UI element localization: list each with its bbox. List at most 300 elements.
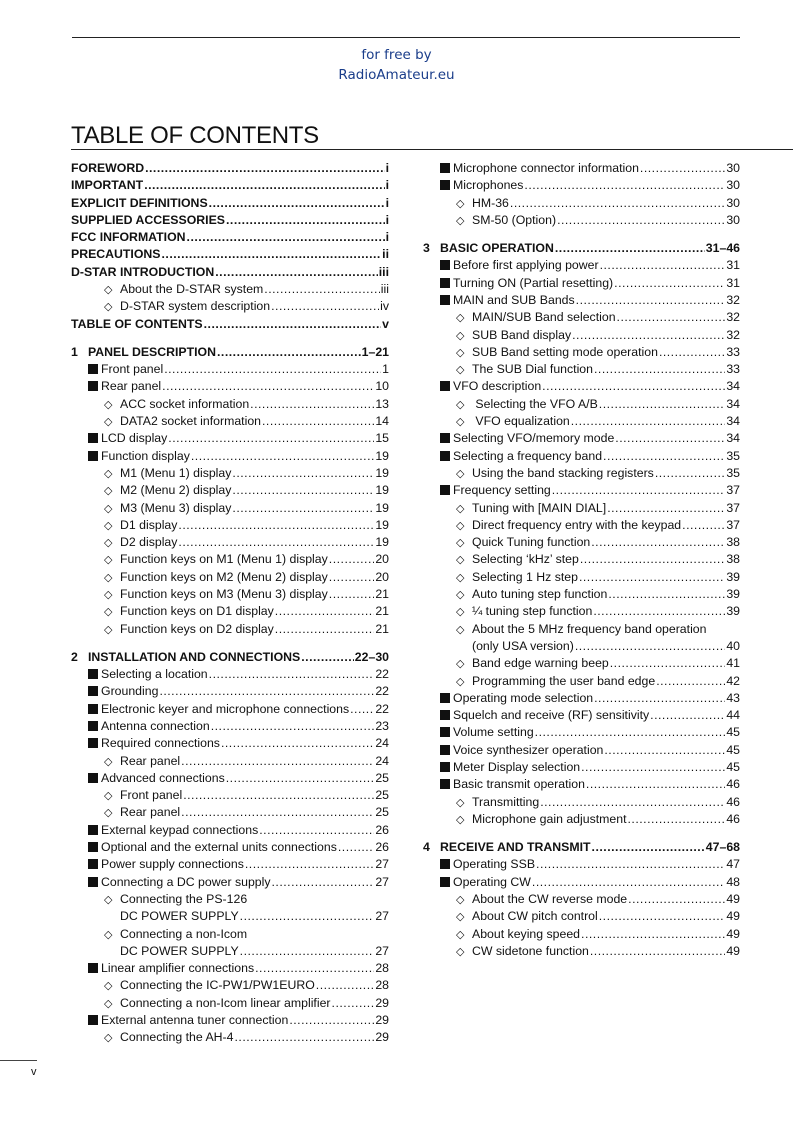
toc-page-number: 24 [375, 736, 389, 751]
toc-entry-text: Function display [101, 448, 190, 463]
toc-entry-text: Transmitting [472, 794, 540, 809]
diamond-bullet-icon: ◇ [456, 537, 465, 550]
toc-page-number: 31 [726, 275, 740, 290]
toc-page-number: 13 [375, 396, 389, 411]
dot-leader [259, 823, 374, 837]
toc-entry[interactable] [71, 771, 389, 788]
toc-page-number: 21 [375, 604, 389, 619]
toc-entry-label [71, 196, 208, 210]
toc-entry[interactable] [71, 535, 389, 552]
toc-page-number: 26 [375, 822, 389, 837]
toc-entry[interactable] [71, 823, 389, 840]
section-gap [71, 639, 389, 650]
toc-entry-label [423, 178, 523, 192]
toc-entry-label [423, 795, 539, 809]
chapter-number: 1 [71, 344, 78, 359]
title-rule [71, 149, 793, 150]
toc-entry-text: Connecting a non-Icom [120, 926, 248, 941]
dot-leader [262, 414, 374, 428]
toc-entry[interactable] [423, 760, 740, 777]
toc-entry[interactable] [71, 684, 389, 701]
toc-entry[interactable] [423, 674, 740, 691]
toc-entry-label [71, 702, 349, 716]
diamond-bullet-icon: ◇ [456, 589, 465, 602]
toc-entry-label [71, 587, 328, 601]
toc-entry[interactable] [423, 397, 740, 414]
toc-entry[interactable] [423, 379, 740, 396]
toc-page-number: 34 [726, 379, 740, 394]
toc-entry[interactable] [71, 604, 389, 621]
square-bullet-icon [88, 451, 98, 461]
dot-leader [592, 840, 705, 854]
square-bullet-icon [88, 704, 98, 714]
toc-entry-text: FCC INFORMATION [71, 230, 186, 245]
toc-entry-text: VFO description [453, 379, 542, 394]
toc-entry-label [71, 535, 177, 549]
toc-entry-text: Connecting the IC-PW1/PW1EURO [120, 978, 315, 993]
toc-entry[interactable] [71, 736, 389, 753]
toc-entry[interactable] [71, 282, 389, 299]
toc-entry[interactable] [71, 892, 389, 909]
toc-entry[interactable] [71, 397, 389, 414]
diamond-bullet-icon: ◇ [104, 398, 113, 411]
toc-page-number: 49 [726, 926, 740, 941]
toc-entry-label [423, 812, 627, 826]
toc-entry[interactable] [71, 379, 389, 396]
dot-leader [594, 362, 725, 376]
toc-entry[interactable] [423, 840, 740, 857]
toc-page-number: 25 [375, 788, 389, 803]
toc-page-number: 27 [375, 909, 389, 924]
toc-entry-label [423, 414, 570, 428]
toc-entry-label [71, 875, 271, 889]
toc-entry-text: Selecting a frequency band [453, 448, 603, 463]
toc-entry[interactable] [71, 161, 389, 178]
toc-page-number: 40 [726, 638, 740, 653]
toc-entry[interactable] [71, 909, 389, 926]
toc-entry-label [423, 909, 598, 923]
toc-entry-text: D2 display [120, 535, 178, 550]
toc-entry-text: About keying speed [472, 926, 581, 941]
toc-entry-text: Selecting the VFO A/B [472, 396, 598, 411]
dot-leader [650, 708, 725, 722]
toc-entry[interactable] [71, 414, 389, 431]
toc-entry-text: TABLE OF CONTENTS [71, 316, 203, 331]
toc-entry[interactable] [71, 927, 389, 944]
toc-entry-label [71, 501, 231, 515]
toc-entry[interactable] [71, 875, 389, 892]
diamond-bullet-icon: ◇ [104, 467, 113, 480]
toc-entry-text: D-STAR INTRODUCTION [71, 264, 215, 279]
toc-entry[interactable] [423, 310, 740, 327]
toc-entry-text: D1 display [120, 517, 178, 532]
toc-page-number: 26 [375, 840, 389, 855]
toc-entry-label [423, 501, 606, 515]
square-bullet-icon [440, 278, 450, 288]
toc-entry-label [423, 691, 593, 705]
toc-entry[interactable] [423, 362, 740, 379]
toc-page-number: 34 [726, 414, 740, 429]
toc-entry-label [423, 708, 649, 722]
toc-entry[interactable] [71, 754, 389, 771]
toc-entry[interactable] [71, 431, 389, 448]
dot-leader [628, 812, 726, 826]
dot-leader [579, 570, 725, 584]
toc-page-number: 45 [726, 725, 740, 740]
dot-leader [542, 379, 725, 393]
toc-entry-text: Voice synthesizer operation [453, 742, 604, 757]
diamond-bullet-icon: ◇ [104, 301, 113, 314]
section-gap [423, 230, 740, 241]
toc-entry[interactable] [423, 345, 740, 362]
diamond-bullet-icon: ◇ [456, 945, 465, 958]
diamond-bullet-icon: ◇ [456, 197, 465, 210]
dot-leader [571, 414, 726, 428]
toc-entry[interactable] [423, 518, 740, 535]
toc-entry-label [71, 927, 247, 941]
toc-entry[interactable] [71, 996, 389, 1013]
toc-page-number: 29 [375, 995, 389, 1010]
toc-entry[interactable] [423, 414, 740, 431]
toc-page-number: 38 [726, 552, 740, 567]
toc-entry[interactable] [423, 857, 740, 874]
toc-entry[interactable] [423, 241, 740, 258]
toc-entry-label [423, 743, 603, 757]
toc-entry[interactable] [423, 639, 740, 656]
diamond-bullet-icon: ◇ [104, 893, 113, 906]
dot-leader [682, 518, 725, 532]
toc-entry[interactable] [423, 927, 740, 944]
toc-entry[interactable] [71, 961, 389, 978]
diamond-bullet-icon: ◇ [104, 1032, 113, 1045]
toc-entry[interactable] [71, 230, 389, 247]
toc-entry-label [71, 622, 274, 636]
toc-page-number: 37 [726, 500, 740, 515]
diamond-bullet-icon: ◇ [456, 502, 465, 515]
toc-entry[interactable] [71, 299, 389, 316]
toc-entry-text: Front panel [120, 788, 183, 803]
toc-entry[interactable] [423, 743, 740, 760]
toc-page-number: 14 [375, 414, 389, 429]
toc-page-number: 15 [375, 431, 389, 446]
dot-leader [272, 875, 375, 889]
diamond-bullet-icon: ◇ [456, 623, 465, 636]
toc-entry[interactable] [423, 449, 740, 466]
toc-entry-text: Direct frequency entry with the keypad [472, 517, 682, 532]
toc-entry[interactable] [71, 719, 389, 736]
toc-entry[interactable] [423, 258, 740, 275]
toc-entry[interactable] [71, 247, 389, 264]
toc-entry[interactable] [71, 178, 389, 195]
toc-entry[interactable] [71, 840, 389, 857]
toc-entry-label [71, 379, 161, 393]
toc-entry[interactable] [71, 552, 389, 569]
toc-entry-text: PANEL DESCRIPTION [88, 344, 216, 359]
toc-entry-text: MAIN/SUB Band selection [472, 310, 616, 325]
toc-page-number: 1 [382, 362, 389, 377]
toc-entry-label [423, 535, 590, 549]
dot-leader [594, 691, 725, 705]
toc-entry[interactable] [423, 944, 740, 961]
toc-entry[interactable] [423, 909, 740, 926]
toc-entry-text: Function keys on D1 display [120, 604, 274, 619]
toc-entry-text: BASIC OPERATION [440, 241, 554, 256]
toc-entry[interactable] [423, 293, 740, 310]
toc-entry-label [71, 604, 274, 618]
square-bullet-icon [88, 364, 98, 374]
toc-entry-label [423, 552, 579, 566]
toc-entry[interactable] [71, 449, 389, 466]
dot-leader [350, 702, 374, 716]
toc-entry-label [71, 414, 261, 428]
chapter-number: 4 [423, 840, 430, 855]
toc-entry[interactable] [423, 622, 740, 639]
diamond-bullet-icon: ◇ [104, 502, 113, 515]
toc-page-number: 41 [726, 656, 740, 671]
toc-entry[interactable] [423, 691, 740, 708]
dot-leader [510, 196, 725, 210]
toc-page-number: 39 [726, 604, 740, 619]
toc-entry[interactable] [423, 483, 740, 500]
toc-entry-label [423, 927, 580, 941]
toc-entry[interactable] [423, 708, 740, 725]
toc-page-number: 35 [726, 448, 740, 463]
dot-leader [576, 293, 726, 307]
toc-entry-label [71, 397, 249, 411]
toc-entry-text: Function keys on M3 (Menu 3) display [120, 587, 328, 602]
toc-entry[interactable] [423, 535, 740, 552]
toc-entry[interactable] [71, 570, 389, 587]
toc-entry[interactable] [423, 587, 740, 604]
toc-entry[interactable] [423, 328, 740, 345]
toc-entry-text: ACC socket information [120, 396, 250, 411]
toc-entry-label [71, 230, 186, 244]
toc-entry[interactable] [423, 552, 740, 569]
toc-entry-text: Quick Tuning function [472, 535, 591, 550]
diamond-bullet-icon: ◇ [456, 329, 465, 342]
toc-entry[interactable] [423, 604, 740, 621]
dot-leader [301, 650, 354, 664]
toc-page-number: 42 [726, 673, 740, 688]
toc-entry-label [423, 639, 574, 653]
toc-entry[interactable] [423, 196, 740, 213]
toc-entry-text: Band edge warning beep [472, 656, 609, 671]
toc-page-number: 39 [726, 587, 740, 602]
square-bullet-icon [440, 451, 450, 461]
dot-leader [240, 944, 375, 958]
dot-leader [178, 518, 374, 532]
toc-entry[interactable] [71, 857, 389, 874]
square-bullet-icon [88, 1015, 98, 1025]
dot-leader [232, 501, 374, 515]
toc-entry[interactable] [423, 777, 740, 794]
toc-entry-label [423, 725, 534, 739]
toc-entry[interactable] [71, 650, 389, 667]
dot-leader [604, 743, 725, 757]
dot-leader [590, 944, 725, 958]
toc-entry[interactable] [71, 702, 389, 719]
toc-entry-text: D-STAR system description [120, 299, 271, 314]
toc-entry-text: SUB Band setting mode operation [472, 344, 658, 359]
toc-entry[interactable] [71, 265, 389, 282]
toc-entry[interactable] [71, 362, 389, 379]
toc-page-number: 19 [375, 517, 389, 532]
toc-entry[interactable] [423, 795, 740, 812]
toc-entry-label [423, 161, 639, 175]
toc-entry-text: Electronic keyer and microphone connections [101, 701, 350, 716]
diamond-bullet-icon: ◇ [456, 554, 465, 567]
toc-entry[interactable] [423, 501, 740, 518]
toc-entry[interactable] [71, 466, 389, 483]
toc-entry-label [71, 944, 239, 958]
diamond-bullet-icon: ◇ [456, 398, 465, 411]
chapter-number: 2 [71, 649, 78, 664]
toc-entry[interactable] [71, 805, 389, 822]
toc-entry-label [71, 282, 263, 296]
square-bullet-icon [440, 433, 450, 443]
square-bullet-icon [88, 842, 98, 852]
square-bullet-icon [440, 163, 450, 173]
dot-leader [580, 552, 725, 566]
toc-entry[interactable] [71, 978, 389, 995]
toc-entry-label [71, 161, 144, 175]
dot-leader [572, 328, 725, 342]
dot-leader [250, 397, 374, 411]
toc-entry-label [423, 466, 654, 480]
toc-entry[interactable] [423, 570, 740, 587]
toc-entry[interactable] [71, 587, 389, 604]
square-bullet-icon [440, 762, 450, 772]
toc-entry-label [71, 978, 315, 992]
toc-entry-label [423, 310, 616, 324]
dot-leader [536, 857, 725, 871]
diamond-bullet-icon: ◇ [104, 416, 113, 429]
toc-entry[interactable] [71, 1030, 389, 1047]
diamond-bullet-icon: ◇ [104, 606, 113, 619]
dot-leader [289, 1013, 374, 1027]
toc-entry-text: About CW pitch control [472, 909, 598, 924]
dot-leader [329, 587, 375, 601]
toc-page-number: i [385, 178, 389, 193]
toc-entry-label [423, 777, 585, 791]
toc-entry-text: The SUB Dial function [472, 362, 593, 377]
toc-entry-text: ¼ tuning step function [472, 604, 593, 619]
toc-page-number: 23 [375, 718, 389, 733]
toc-page-number: 24 [375, 753, 389, 768]
toc-entry-text: Tuning with [MAIN DIAL] [472, 500, 607, 515]
toc-entry[interactable] [423, 656, 740, 673]
toc-entry-label [423, 587, 607, 601]
toc-page-number: 19 [375, 500, 389, 515]
toc-entry[interactable] [71, 213, 389, 230]
diamond-bullet-icon: ◇ [104, 997, 113, 1010]
toc-page-number: 30 [726, 212, 740, 227]
dot-leader [581, 760, 725, 774]
toc-entry[interactable] [71, 483, 389, 500]
diamond-bullet-icon: ◇ [456, 796, 465, 809]
toc-entry-label [71, 650, 300, 664]
toc-entry[interactable] [423, 161, 740, 178]
toc-entry-text: Function keys on M2 (Menu 2) display [120, 569, 328, 584]
dot-leader [656, 674, 725, 688]
toc-entry-text: FOREWORD [71, 161, 145, 175]
page-number: v [31, 1066, 37, 1078]
toc-page-number: 22–30 [354, 649, 389, 664]
toc-entry-text: Rear panel [120, 753, 181, 768]
toc-entry-label [71, 771, 225, 785]
toc-entry-text: Power supply connections [101, 857, 244, 872]
toc-entry[interactable] [423, 812, 740, 829]
square-bullet-icon [440, 295, 450, 305]
toc-entry-text: Connecting the PS-126 [120, 891, 248, 906]
dot-leader [181, 805, 374, 819]
diamond-bullet-icon: ◇ [456, 467, 465, 480]
toc-page-number: i [385, 212, 389, 227]
toc-entry-label [423, 196, 509, 210]
toc-entry-text: Connecting the AH-4 [120, 1030, 234, 1045]
toc-entry-label [71, 788, 182, 802]
toc-entry-label [423, 840, 591, 854]
toc-entry-label [423, 379, 541, 393]
dot-leader [159, 684, 374, 698]
toc-entry-label [71, 552, 328, 566]
toc-entry[interactable] [423, 466, 740, 483]
toc-page-number: 38 [726, 535, 740, 550]
toc-entry[interactable] [71, 944, 389, 961]
toc-entry[interactable] [71, 788, 389, 805]
toc-entry[interactable] [423, 875, 740, 892]
toc-entry[interactable] [423, 431, 740, 448]
toc-entry-text: About the CW reverse mode [472, 891, 628, 906]
toc-entry[interactable] [423, 276, 740, 293]
toc-entry[interactable] [71, 1013, 389, 1030]
dot-leader [593, 604, 725, 618]
toc-entry[interactable] [71, 196, 389, 213]
page-title: TABLE OF CONTENTS [71, 122, 319, 149]
dot-leader [600, 258, 726, 272]
toc-entry[interactable] [423, 892, 740, 909]
toc-entry[interactable] [423, 213, 740, 230]
toc-page-number: 25 [375, 805, 389, 820]
toc-entry-text: Rear panel [120, 805, 181, 820]
dot-leader [275, 604, 375, 618]
toc-entry[interactable] [71, 667, 389, 684]
chapter-number: 3 [423, 241, 430, 256]
diamond-bullet-icon: ◇ [456, 364, 465, 377]
toc-entry[interactable] [71, 317, 389, 334]
dot-leader [234, 1030, 374, 1044]
toc-entry[interactable] [71, 518, 389, 535]
dot-leader [217, 345, 361, 359]
toc-entry-label [71, 823, 258, 837]
toc-entry-text: HM-36 [472, 195, 509, 210]
dot-leader [524, 178, 725, 192]
dot-leader [610, 656, 726, 670]
toc-entry-text: Front panel [101, 362, 164, 377]
square-bullet-icon [440, 180, 450, 190]
toc-entry[interactable] [71, 501, 389, 518]
toc-page-number: 27 [375, 943, 389, 958]
toc-entry[interactable] [71, 345, 389, 362]
toc-page-number: 46 [726, 811, 740, 826]
toc-entry-text: Squelch and receive (RF) sensitivity [453, 708, 650, 723]
dot-leader [617, 310, 726, 324]
dot-leader [144, 178, 384, 192]
diamond-bullet-icon: ◇ [456, 911, 465, 924]
toc-entry[interactable] [423, 725, 740, 742]
toc-entry[interactable] [71, 622, 389, 639]
toc-entry[interactable] [423, 178, 740, 195]
